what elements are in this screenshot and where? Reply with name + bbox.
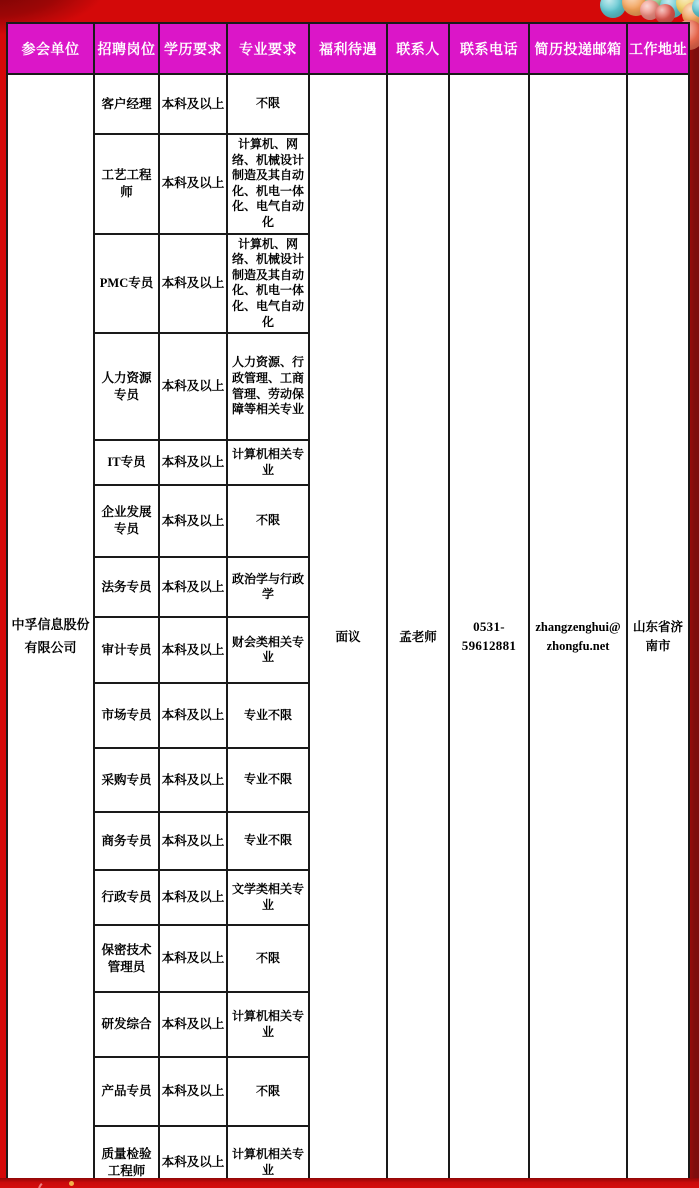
position-title-cell: 保密技术管理员 xyxy=(94,925,159,992)
education-cell: 本科及以上 xyxy=(159,234,227,334)
major-cell: 计算机、网络、机械设计制造及其自动化、机电一体化、电气自动化 xyxy=(227,134,309,234)
major-cell: 专业不限 xyxy=(227,683,309,748)
education-cell: 本科及以上 xyxy=(159,134,227,234)
position-title-cell: IT专员 xyxy=(94,440,159,485)
major-cell: 财会类相关专业 xyxy=(227,617,309,683)
col-header-address: 工作地址 xyxy=(627,23,689,74)
col-header-company: 参会单位 xyxy=(7,23,94,74)
major-cell: 不限 xyxy=(227,1057,309,1126)
col-header-email: 简历投递邮箱 xyxy=(529,23,627,74)
phone-cell: 0531-59612881 xyxy=(449,74,529,1188)
ribbon-decoration xyxy=(38,1180,60,1188)
col-header-welfare: 福利待遇 xyxy=(309,23,387,74)
position-title-cell: 客户经理 xyxy=(94,74,159,134)
header-row xyxy=(7,23,689,74)
major-cell: 专业不限 xyxy=(227,748,309,812)
position-title-cell: 法务专员 xyxy=(94,557,159,617)
col-header-education: 学历要求 xyxy=(159,23,227,74)
positions-body xyxy=(7,74,689,1188)
right-edge-shade xyxy=(690,0,699,1188)
education-cell: 本科及以上 xyxy=(159,485,227,557)
major-cell: 计算机相关专业 xyxy=(227,992,309,1057)
major-cell: 计算机相关专业 xyxy=(227,1126,309,1188)
col-header-position: 招聘岗位 xyxy=(94,23,159,74)
balloon-red-1 xyxy=(655,4,675,24)
position-title-cell: 产品专员 xyxy=(94,1057,159,1126)
major-cell: 不限 xyxy=(227,485,309,557)
education-cell: 本科及以上 xyxy=(159,557,227,617)
confetti-dot xyxy=(69,1181,74,1186)
position-title-cell: 商务专员 xyxy=(94,812,159,870)
col-header-major: 专业要求 xyxy=(227,23,309,74)
education-cell: 本科及以上 xyxy=(159,925,227,992)
education-cell: 本科及以上 xyxy=(159,440,227,485)
job-recruitment-table xyxy=(6,22,690,1188)
major-cell: 专业不限 xyxy=(227,812,309,870)
position-title-cell: 质量检验工程师 xyxy=(94,1126,159,1188)
bottom-band xyxy=(0,1178,699,1188)
major-cell: 不限 xyxy=(227,925,309,992)
table-row xyxy=(7,74,689,134)
major-cell: 人力资源、行政管理、工商管理、劳动保障等相关专业 xyxy=(227,333,309,440)
contact-cell: 孟老师 xyxy=(387,74,449,1188)
major-cell: 不限 xyxy=(227,74,309,134)
education-cell: 本科及以上 xyxy=(159,748,227,812)
education-cell: 本科及以上 xyxy=(159,1057,227,1126)
position-title-cell: 市场专员 xyxy=(94,683,159,748)
education-cell: 本科及以上 xyxy=(159,74,227,134)
education-cell: 本科及以上 xyxy=(159,870,227,925)
major-cell: 计算机、网络、机械设计制造及其自动化、机电一体化、电气自动化 xyxy=(227,234,309,334)
position-title-cell: 行政专员 xyxy=(94,870,159,925)
position-title-cell: 采购专员 xyxy=(94,748,159,812)
position-title-cell: 审计专员 xyxy=(94,617,159,683)
col-header-phone: 联系电话 xyxy=(449,23,529,74)
major-cell: 计算机相关专业 xyxy=(227,440,309,485)
position-title-cell: 企业发展专员 xyxy=(94,485,159,557)
education-cell: 本科及以上 xyxy=(159,812,227,870)
education-cell: 本科及以上 xyxy=(159,683,227,748)
position-title-cell: 人力资源专员 xyxy=(94,333,159,440)
education-cell: 本科及以上 xyxy=(159,333,227,440)
major-cell: 文学类相关专业 xyxy=(227,870,309,925)
major-cell: 政治学与行政学 xyxy=(227,557,309,617)
col-header-contact: 联系人 xyxy=(387,23,449,74)
education-cell: 本科及以上 xyxy=(159,617,227,683)
position-title-cell: PMC专员 xyxy=(94,234,159,334)
position-title-cell: 研发综合 xyxy=(94,992,159,1057)
education-cell: 本科及以上 xyxy=(159,1126,227,1188)
position-title-cell: 工艺工程师 xyxy=(94,134,159,234)
email-cell: zhangzenghui@zhongfu.net xyxy=(529,74,627,1188)
company-name-cell: 中孚信息股份有限公司 xyxy=(7,74,94,1188)
address-cell: 山东省济南市 xyxy=(627,74,689,1188)
welfare-cell: 面议 xyxy=(309,74,387,1188)
education-cell: 本科及以上 xyxy=(159,992,227,1057)
